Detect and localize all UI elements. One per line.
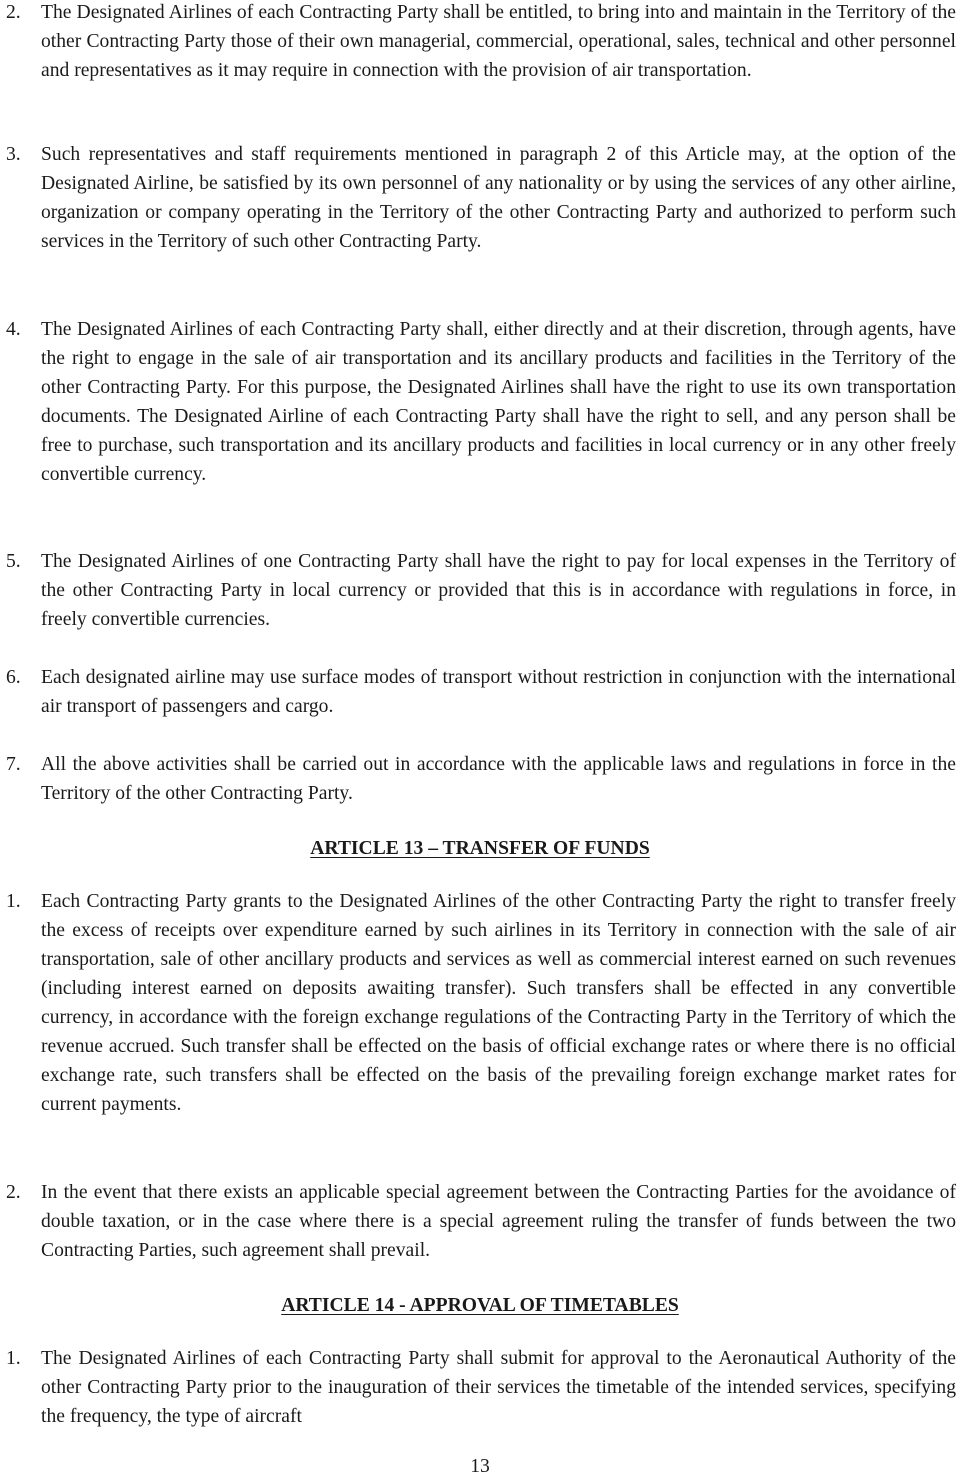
paragraph-number: 6. (6, 667, 21, 688)
article-13-paragraph-2 (6, 1178, 956, 1265)
paragraph-number: 1. (6, 1348, 21, 1369)
paragraph-3 (6, 140, 956, 256)
paragraph-number: 2. (6, 1182, 21, 1203)
paragraph-4 (6, 315, 956, 489)
paragraph-text: Each Contracting Party grants to the Designated Airlines of the other Contracting Party the right to transfer freely the excess of receipts over expenditure earned by such airlines in its Territory in connection with the sale of air transportation, sale of other ancillary products and services as well as commercial interest earned on such revenues (including interest earned on deposits awaiting transfer). Such transfers shall be effected in any convertible currency, in accordance with the foreign exchange regulations of the Contracting Party in the Territory of which the revenue accrued. Such transfer shall be effected on the basis of official exchange rates or where there is no official exchange rate, such transfers shall be effected on the basis of the prevailing foreign exchange market rates for current payments. (41, 891, 956, 1115)
paragraph-number: 1. (6, 891, 21, 912)
paragraph-text: The Designated Airlines of each Contracting Party shall be entitled, to bring into and maintain in the Territory of the other Contracting Party those of their own managerial, commercial, operational, sales, technical and other personnel and representatives as it may require in connection with the provision of air transportation. (41, 2, 956, 81)
paragraph-number: 3. (6, 144, 21, 165)
page-number: 13 (470, 1456, 490, 1477)
heading-text: ARTICLE 13 – TRANSFER OF FUNDS (310, 838, 650, 859)
paragraph-text: The Designated Airlines of one Contracting Party shall have the right to pay for local expenses in the Territory of the other Contracting Party in local currency or provided that this is in accordance with regulations in force, in freely convertible currencies. (41, 551, 956, 630)
paragraph-number: 7. (6, 754, 21, 775)
paragraph-text: In the event that there exists an applicable special agreement between the Contracting Parties for the avoidance of double taxation, or in the case where there is a special agreement ruling the transfer of funds between the two Contracting Parties, such agreement shall prevail. (41, 1182, 956, 1261)
article-14-heading (0, 1291, 960, 1320)
article-13-paragraph-1 (6, 887, 956, 1119)
paragraph-6 (6, 663, 956, 721)
article-13-heading (0, 834, 960, 863)
paragraph-7 (6, 750, 956, 808)
heading-text: ARTICLE 14 - APPROVAL OF TIMETABLES (281, 1295, 679, 1316)
paragraph-text: The Designated Airlines of each Contracting Party shall submit for approval to the Aeronautical Authority of the other Contracting Party prior to the inauguration of their services the timetable of the intended services, specifying the frequency, the type of aircraft (41, 1348, 956, 1427)
paragraph-text: Each designated airline may use surface modes of transport without restriction in conjunction with the international air transport of passengers and cargo. (41, 667, 956, 717)
paragraph-5 (6, 547, 956, 634)
paragraph-2 (6, 0, 956, 85)
paragraph-text: The Designated Airlines of each Contracting Party shall, either directly and at their discretion, through agents, have the right to engage in the sale of air transportation and its ancillary products and facilities in the Territory of the other Contracting Party. For this purpose, the Designated Airlines shall have the right to use its own transportation documents. The Designated Airline of each Contracting Party shall have the right to sell, and any person shall be free to purchase, such transportation and its ancillary products and facilities in local currency or in any other freely convertible currency. (41, 319, 956, 485)
paragraph-text: All the above activities shall be carried out in accordance with the applicable laws and regulations in force in the Territory of the other Contracting Party. (41, 754, 956, 804)
paragraph-text: Such representatives and staff requirements mentioned in paragraph 2 of this Article may, at the option of the Designated Airline, be satisfied by its own personnel of any nationality or by using the services of any other airline, organization or company operating in the Territory of the other Contracting Party and authorized to perform such services in the Territory of such other Contracting Party. (41, 144, 956, 252)
paragraph-number: 5. (6, 551, 21, 572)
article-14-paragraph-1 (6, 1344, 956, 1431)
paragraph-number: 2. (6, 2, 21, 23)
paragraph-number: 4. (6, 319, 21, 340)
